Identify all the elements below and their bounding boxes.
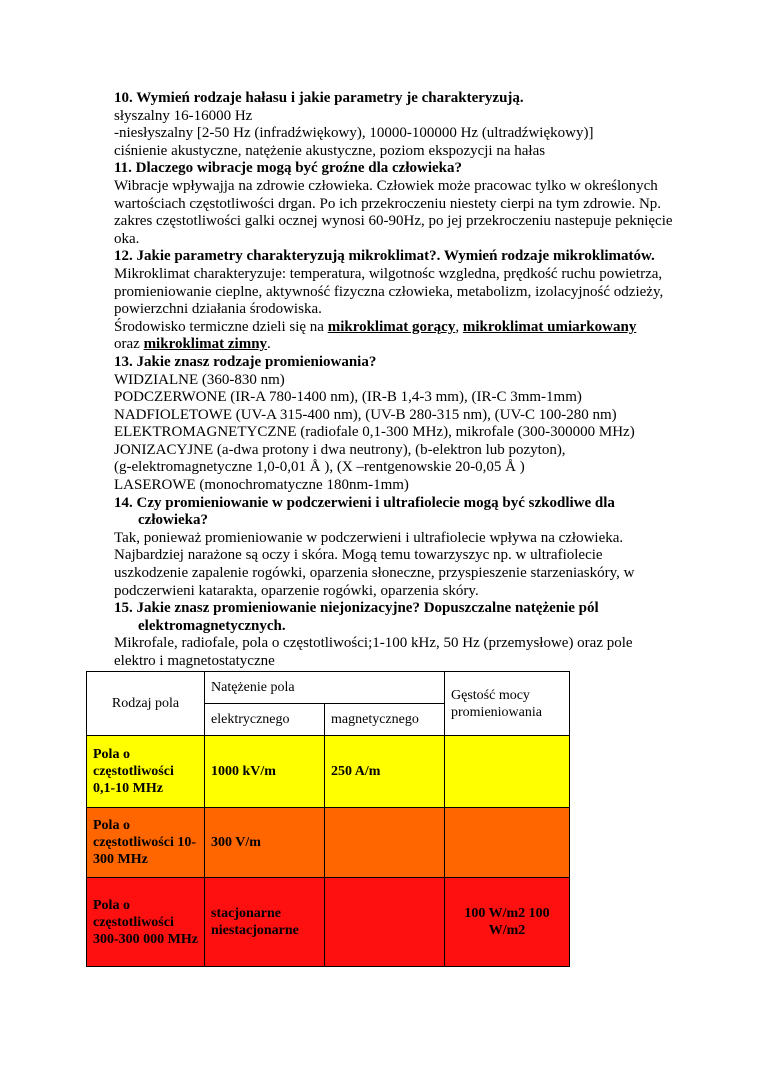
field-limits-table	[86, 671, 570, 967]
radiation-line: PODCZERWONE (IR-A 780-1400 nm), (IR-B 1,4-3 mm), (IR-C 3mm-1mm)	[114, 389, 582, 406]
row-density: 100 W/m2 100 W/m2	[445, 878, 570, 967]
hot-microclimate: mikroklimat gorący	[327, 318, 456, 335]
q15-heading: 15. Jakie znasz promieniowanie niejonizacyjne? Dopuszczalne natężenie pól elektromagnetycznych.	[114, 600, 599, 634]
q12-environment	[114, 319, 674, 354]
q12-sep: ,	[455, 318, 463, 335]
header-field-type: Rodzaj pola	[87, 672, 205, 736]
q10-line: ciśnienie akustyczne, natężenie akustyczne, poziom ekspozycji na hałas	[114, 142, 546, 159]
row-electric: 1000 kV/m	[205, 736, 325, 808]
q14-answer: Tak, ponieważ promieniowanie w podczerwieni i ultrafiolecie wpływa na człowieka. Najbardziej narażone są oczy i skóra. Mogą temu towarzyszyc np. w ultrafiolecie uszkodzenie zapalenie rogówki, oparzenia słoneczne, przyspieszenie starzeniaskóry, w podczerwieni katarakta, oparzenie rogówki, oparzenia skóry.	[114, 529, 635, 599]
q12-answer: Mikroklimat charakteryzuje: temperatura, wilgotnośc wzgledna, prędkość ruchu powietrza, promieniowanie cieplne, aktywność fizyczna człowieka, metabolizm, izolacyjność odzieży, powierzchni działania środowiska.	[114, 265, 664, 318]
q11-heading: 11. Dlaczego wibracje mogą być groźne dla człowieka?	[114, 160, 462, 177]
moderate-microclimate: mikroklimat umiarkowany	[462, 318, 637, 335]
header-intensity: Natężenie pola	[205, 672, 445, 704]
header-electric: elektrycznego	[205, 704, 325, 736]
q13-heading: 13. Jakie znasz rodzaje promieniowania?	[114, 353, 377, 370]
table-row	[87, 808, 570, 878]
row-electric: stacjonarne niestacjonarne	[205, 878, 325, 967]
row-field-type: Pola o częstotliwości 0,1-10 MHz	[87, 736, 205, 808]
q10-line: słyszalny 16-16000 Hz	[114, 107, 253, 124]
table-row	[87, 878, 570, 967]
row-field-type: Pola o częstotliwości 10-300 MHz	[87, 808, 205, 878]
row-magnetic	[325, 878, 445, 967]
radiation-line: (g-elektromagnetyczne 1,0-0,01 Å ), (X –rentgenowskie 20-0,05 Å )	[114, 459, 525, 476]
header-magnetic: magnetycznego	[325, 704, 445, 736]
q14-heading: 14. Czy promieniowanie w podczerwieni i ultrafiolecie mogą być szkodliwe dla człowieka?	[114, 494, 615, 529]
radiation-line: ELEKTROMAGNETYCZNE (radiofale 0,1-300 MHz), mikrofale (300-300000 MHz)	[114, 424, 635, 441]
q12-line2-prefix: oraz	[114, 336, 144, 353]
radiation-line: LASEROWE (monochromatyczne 180nm-1mm)	[114, 477, 409, 494]
q11-answer: Wibracje wpływajja na zdrowie człowieka. Człowiek może pracowac tylko w określonych wartościach częstotliwości drgan. Po ich przekroczeniu niestety cierpi na tym zdrowie. Np. zakres częstotliwości galki ocznej wynosi 60-90Hz, po jej przekroczeniu nastepuje peknięcie oka.	[114, 177, 673, 247]
radiation-line: NADFIOLETOWE (UV-A 315-400 nm), (UV-B 280-315 nm), (UV-C 100-280 nm)	[114, 406, 617, 423]
q12-end: .	[267, 336, 271, 353]
radiation-line: JONIZACYJNE (a-dwa protony i dwa neutrony), (b-elektron lub pozyton),	[114, 441, 566, 458]
row-magnetic	[325, 808, 445, 878]
q10-line: -niesłyszalny [2-50 Hz (infradźwiękowy), 10000-100000 Hz (ultradźwiękowy)]	[114, 125, 594, 142]
cold-microclimate: mikroklimat zimny	[143, 336, 268, 353]
q12-env-prefix: Środowisko termiczne dzieli się na	[114, 318, 328, 335]
row-field-type: Pola o częstotliwości 300-300 000 MHz	[87, 878, 205, 967]
q10-heading: 10. Wymień rodzaje hałasu i jakie parametry je charakteryzują.	[114, 90, 524, 106]
header-power-density: Gęstość mocy promieniowania	[445, 672, 570, 736]
document-page	[114, 90, 674, 671]
row-density	[445, 808, 570, 878]
row-electric: 300 V/m	[205, 808, 325, 878]
q12-heading: 12. Jakie parametry charakteryzują mikroklimat?. Wymień rodzaje mikroklimatów.	[114, 248, 655, 265]
row-magnetic: 250 A/m	[325, 736, 445, 808]
q15-answer: Mikrofale, radiofale, pola o częstotliwości;1-100 kHz, 50 Hz (przemysłowe) oraz pole elektro i magnetostatyczne	[114, 635, 633, 669]
radiation-line: WIDZIALNE (360-830 nm)	[114, 371, 285, 388]
row-density	[445, 736, 570, 808]
table-row	[87, 736, 570, 808]
